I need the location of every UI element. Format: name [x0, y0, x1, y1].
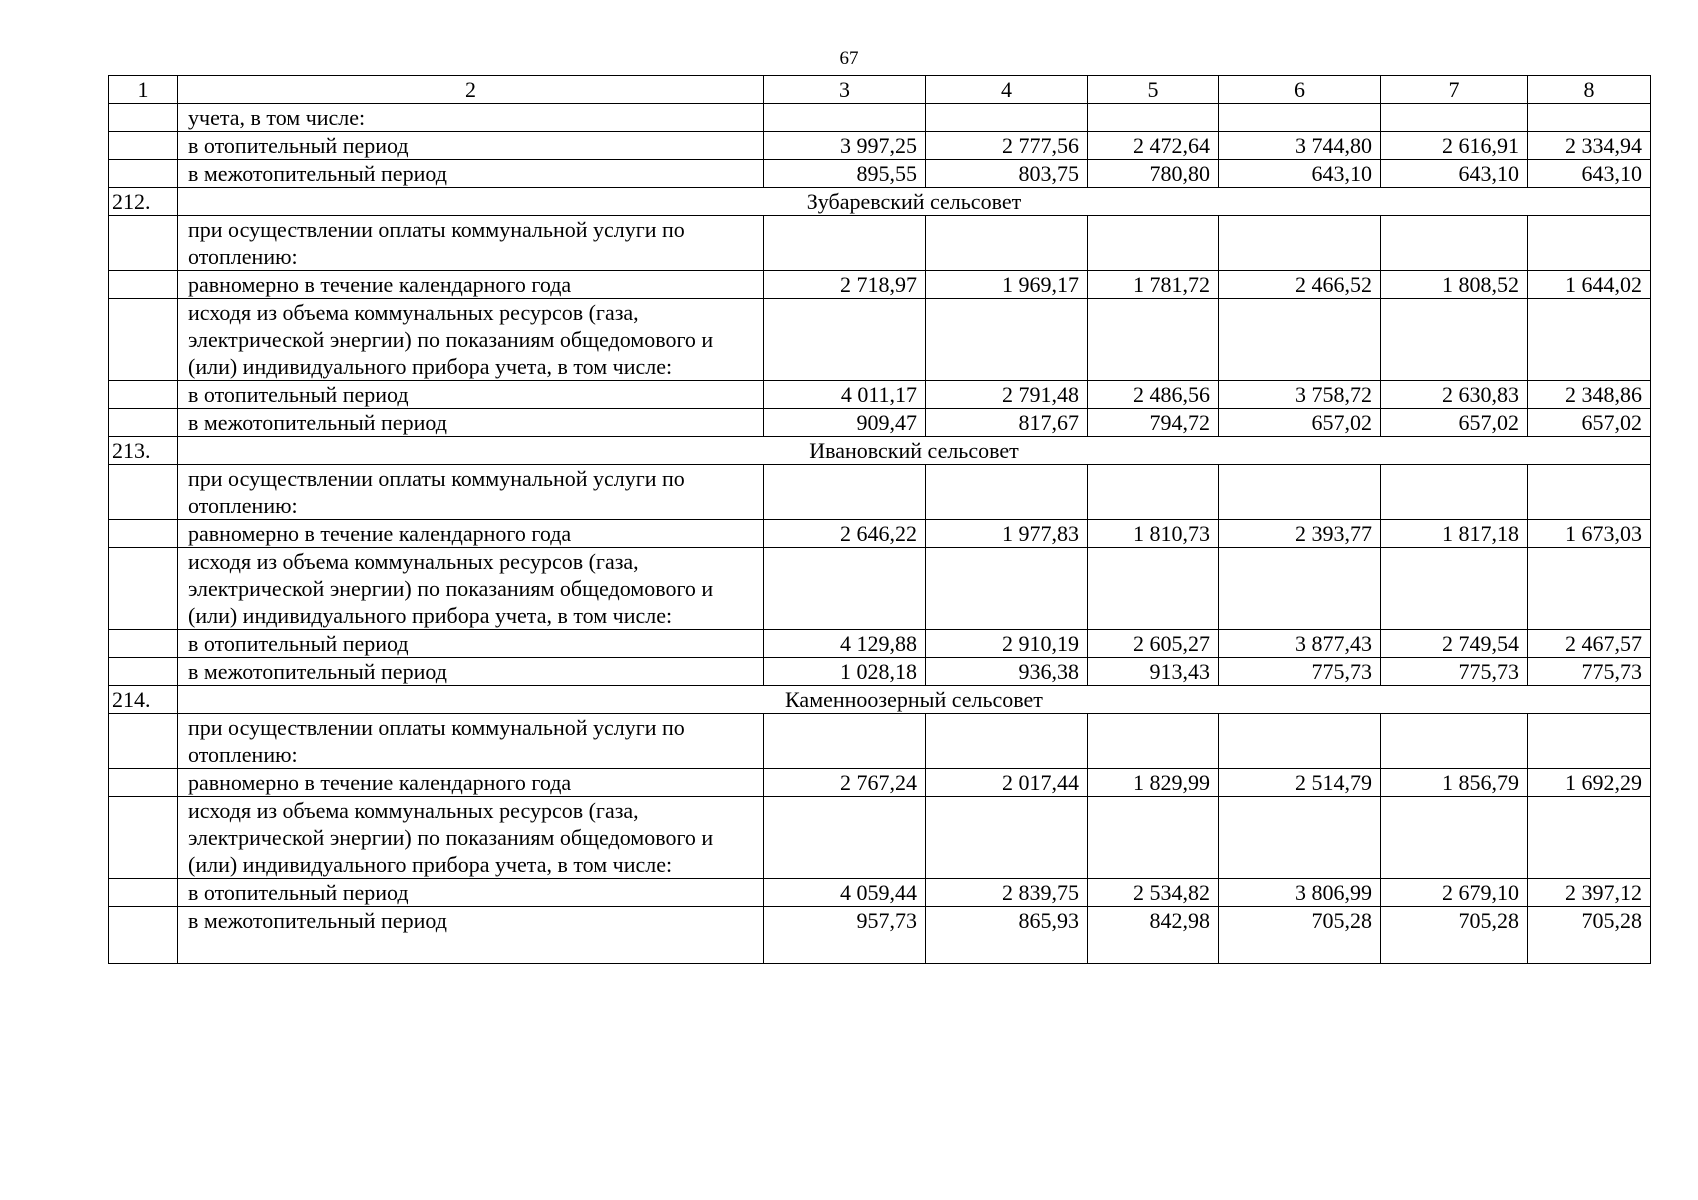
value-cell — [926, 714, 1088, 769]
value-cell — [764, 216, 926, 271]
tariff-table — [108, 75, 1651, 964]
value-cell — [1219, 548, 1381, 630]
value-cell: 775,73 — [1528, 658, 1651, 686]
section-title: Каменноозерный сельсовет — [178, 686, 1651, 714]
value-cell — [1088, 797, 1219, 879]
value-cell — [1219, 104, 1381, 132]
value-cell — [1219, 797, 1381, 879]
value-cell: 2 486,56 — [1088, 381, 1219, 409]
value-cell — [1381, 797, 1528, 879]
value-cell — [1088, 299, 1219, 381]
table-row — [109, 409, 1651, 437]
value-cell — [1381, 216, 1528, 271]
row-label: при осуществлении оплаты коммунальной услуги по отоплению: — [178, 465, 764, 520]
value-cell — [1528, 104, 1651, 132]
value-cell: 705,28 — [1219, 907, 1381, 964]
value-cell: 1 817,18 — [1381, 520, 1528, 548]
table-row — [109, 381, 1651, 409]
value-cell — [1528, 465, 1651, 520]
value-cell — [1381, 104, 1528, 132]
value-cell — [1219, 216, 1381, 271]
value-cell: 2 616,91 — [1381, 132, 1528, 160]
value-cell: 1 644,02 — [1528, 271, 1651, 299]
row-index — [109, 132, 178, 160]
table-row — [109, 465, 1651, 520]
header-cell: 2 — [178, 76, 764, 104]
value-cell: 705,28 — [1381, 907, 1528, 964]
row-label: равномерно в течение календарного года — [178, 520, 764, 548]
row-index — [109, 658, 178, 686]
header-cell: 5 — [1088, 76, 1219, 104]
value-cell — [1088, 548, 1219, 630]
value-cell — [764, 104, 926, 132]
header-cell: 4 — [926, 76, 1088, 104]
row-index — [109, 271, 178, 299]
value-cell — [926, 797, 1088, 879]
value-cell — [1381, 465, 1528, 520]
value-cell: 780,80 — [1088, 160, 1219, 188]
header-cell: 6 — [1219, 76, 1381, 104]
value-cell: 657,02 — [1528, 409, 1651, 437]
row-index: 212. — [109, 188, 178, 216]
value-cell: 1 856,79 — [1381, 769, 1528, 797]
value-cell — [1088, 465, 1219, 520]
value-cell — [1528, 797, 1651, 879]
header-cell: 3 — [764, 76, 926, 104]
table-row — [109, 714, 1651, 769]
row-label: в межотопительный период — [178, 409, 764, 437]
value-cell: 895,55 — [764, 160, 926, 188]
value-cell — [1219, 299, 1381, 381]
value-cell: 803,75 — [926, 160, 1088, 188]
value-cell — [764, 797, 926, 879]
table-row — [109, 132, 1651, 160]
row-label: в отопительный период — [178, 381, 764, 409]
value-cell — [1528, 714, 1651, 769]
value-cell — [1528, 216, 1651, 271]
value-cell: 1 829,99 — [1088, 769, 1219, 797]
table-row — [109, 271, 1651, 299]
table-row — [109, 879, 1651, 907]
value-cell — [1219, 465, 1381, 520]
row-index — [109, 714, 178, 769]
value-cell: 4 129,88 — [764, 630, 926, 658]
row-label: равномерно в течение календарного года — [178, 271, 764, 299]
value-cell: 2 017,44 — [926, 769, 1088, 797]
section-row — [109, 188, 1651, 216]
value-cell: 2 348,86 — [1528, 381, 1651, 409]
value-cell: 1 810,73 — [1088, 520, 1219, 548]
row-index: 213. — [109, 437, 178, 465]
row-label: исходя из объема коммунальных ресурсов (газа, электрической энергии) по показаниям общедомового и (или) индивидуального прибора учета, в том числе: — [178, 299, 764, 381]
value-cell: 2 393,77 — [1219, 520, 1381, 548]
value-cell — [1088, 216, 1219, 271]
row-label: при осуществлении оплаты коммунальной услуги по отоплению: — [178, 714, 764, 769]
value-cell: 4 059,44 — [764, 879, 926, 907]
section-row — [109, 437, 1651, 465]
row-label: при осуществлении оплаты коммунальной услуги по отоплению: — [178, 216, 764, 271]
table-row — [109, 299, 1651, 381]
value-cell: 2 839,75 — [926, 879, 1088, 907]
row-index — [109, 769, 178, 797]
value-cell: 1 673,03 — [1528, 520, 1651, 548]
table-row — [109, 520, 1651, 548]
value-cell — [1528, 299, 1651, 381]
value-cell — [764, 299, 926, 381]
value-cell: 643,10 — [1381, 160, 1528, 188]
row-label: в отопительный период — [178, 132, 764, 160]
header-cell: 7 — [1381, 76, 1528, 104]
value-cell: 3 877,43 — [1219, 630, 1381, 658]
row-label: в межотопительный период — [178, 658, 764, 686]
row-index — [109, 797, 178, 879]
value-cell: 3 758,72 — [1219, 381, 1381, 409]
value-cell: 775,73 — [1219, 658, 1381, 686]
value-cell: 3 997,25 — [764, 132, 926, 160]
row-index — [109, 216, 178, 271]
section-title: Ивановский сельсовет — [178, 437, 1651, 465]
value-cell: 3 806,99 — [1219, 879, 1381, 907]
value-cell: 2 646,22 — [764, 520, 926, 548]
row-label: учета, в том числе: — [178, 104, 764, 132]
row-index — [109, 299, 178, 381]
row-index: 214. — [109, 686, 178, 714]
row-index — [109, 104, 178, 132]
value-cell — [1219, 714, 1381, 769]
row-label: исходя из объема коммунальных ресурсов (газа, электрической энергии) по показаниям общедомового и (или) индивидуального прибора учета, в том числе: — [178, 548, 764, 630]
value-cell: 2 334,94 — [1528, 132, 1651, 160]
value-cell — [764, 714, 926, 769]
section-title: Зубаревский сельсовет — [178, 188, 1651, 216]
value-cell: 3 744,80 — [1219, 132, 1381, 160]
value-cell: 1 969,17 — [926, 271, 1088, 299]
value-cell: 909,47 — [764, 409, 926, 437]
value-cell: 817,67 — [926, 409, 1088, 437]
table-row — [109, 658, 1651, 686]
value-cell: 1 692,29 — [1528, 769, 1651, 797]
table-row — [109, 160, 1651, 188]
header-cell: 8 — [1528, 76, 1651, 104]
value-cell: 657,02 — [1381, 409, 1528, 437]
value-cell: 4 011,17 — [764, 381, 926, 409]
table-row — [109, 797, 1651, 879]
table-header-row — [109, 76, 1651, 104]
table-row — [109, 769, 1651, 797]
value-cell: 2 718,97 — [764, 271, 926, 299]
value-cell: 2 630,83 — [1381, 381, 1528, 409]
page-number: 67 — [839, 48, 859, 69]
value-cell: 2 534,82 — [1088, 879, 1219, 907]
value-cell — [926, 299, 1088, 381]
row-label: в межотопительный период — [178, 907, 764, 964]
value-cell: 775,73 — [1381, 658, 1528, 686]
value-cell: 1 808,52 — [1381, 271, 1528, 299]
value-cell — [1528, 548, 1651, 630]
value-cell — [926, 216, 1088, 271]
value-cell: 2 397,12 — [1528, 879, 1651, 907]
row-index — [109, 548, 178, 630]
row-label: в отопительный период — [178, 879, 764, 907]
value-cell: 643,10 — [1219, 160, 1381, 188]
value-cell: 705,28 — [1528, 907, 1651, 964]
value-cell — [1381, 714, 1528, 769]
value-cell — [1381, 299, 1528, 381]
row-label: равномерно в течение календарного года — [178, 769, 764, 797]
row-label: в межотопительный период — [178, 160, 764, 188]
table-row — [109, 104, 1651, 132]
row-index — [109, 409, 178, 437]
table-row — [109, 630, 1651, 658]
value-cell: 2 777,56 — [926, 132, 1088, 160]
row-index — [109, 520, 178, 548]
value-cell: 2 767,24 — [764, 769, 926, 797]
value-cell: 657,02 — [1219, 409, 1381, 437]
row-index — [109, 381, 178, 409]
value-cell: 643,10 — [1528, 160, 1651, 188]
value-cell: 2 749,54 — [1381, 630, 1528, 658]
row-label: в отопительный период — [178, 630, 764, 658]
row-index — [109, 879, 178, 907]
value-cell — [1088, 104, 1219, 132]
value-cell: 2 467,57 — [1528, 630, 1651, 658]
section-row — [109, 686, 1651, 714]
value-cell — [926, 548, 1088, 630]
row-index — [109, 160, 178, 188]
value-cell — [764, 465, 926, 520]
value-cell: 842,98 — [1088, 907, 1219, 964]
value-cell: 2 605,27 — [1088, 630, 1219, 658]
value-cell: 2 791,48 — [926, 381, 1088, 409]
row-index — [109, 630, 178, 658]
value-cell — [1381, 548, 1528, 630]
table-row — [109, 216, 1651, 271]
value-cell: 1 977,83 — [926, 520, 1088, 548]
value-cell — [926, 465, 1088, 520]
value-cell: 2 679,10 — [1381, 879, 1528, 907]
table-row — [109, 907, 1651, 964]
value-cell: 865,93 — [926, 907, 1088, 964]
value-cell: 794,72 — [1088, 409, 1219, 437]
value-cell: 1 781,72 — [1088, 271, 1219, 299]
table-row — [109, 548, 1651, 630]
value-cell: 2 472,64 — [1088, 132, 1219, 160]
value-cell — [926, 104, 1088, 132]
value-cell: 936,38 — [926, 658, 1088, 686]
row-index — [109, 907, 178, 964]
header-cell: 1 — [109, 76, 178, 104]
value-cell: 1 028,18 — [764, 658, 926, 686]
value-cell: 957,73 — [764, 907, 926, 964]
value-cell: 913,43 — [1088, 658, 1219, 686]
row-label: исходя из объема коммунальных ресурсов (газа, электрической энергии) по показаниям общедомового и (или) индивидуального прибора учета, в том числе: — [178, 797, 764, 879]
value-cell: 2 466,52 — [1219, 271, 1381, 299]
value-cell: 2 514,79 — [1219, 769, 1381, 797]
row-index — [109, 465, 178, 520]
value-cell — [1088, 714, 1219, 769]
value-cell: 2 910,19 — [926, 630, 1088, 658]
value-cell — [764, 548, 926, 630]
